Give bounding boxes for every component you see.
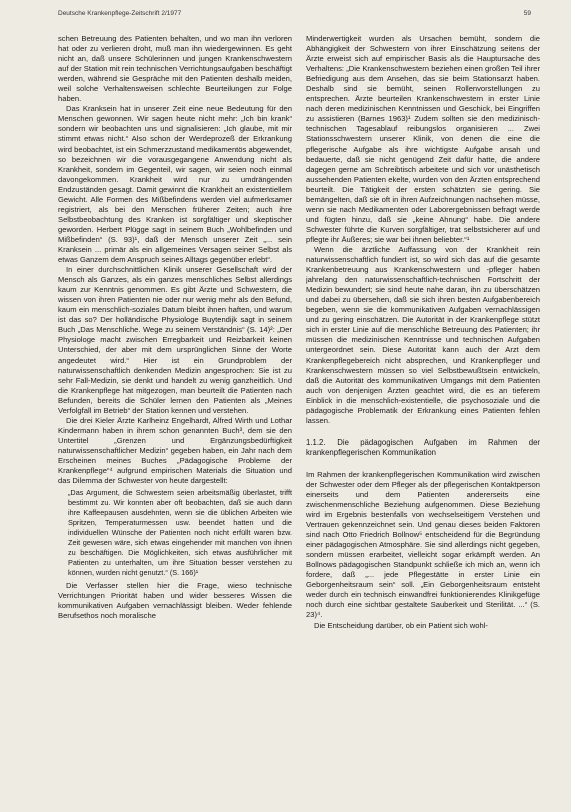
paragraph: schen Betreuung des Patienten behalten, und wo man ihn verloren hat oder zu verlieren droht, muß man ihn wiedergewinnen. Es geht nicht an, daß unsere Schülerinnen und jungen Krankenschwestern auf der Station mit rein technischen Verrichtungsaufgaben beschäftigt werden, während sie Gespräche mit den Patienten deshalb meiden, weil solche Verhaltensweisen schlechte Beurteilungen zur Folge haben. [58, 34, 292, 104]
paragraph: Minderwertigkeit wurden als Ursachen bemüht, sondern die Abhängigkeit der Schwestern von ihrer Einschätzung seitens der Ärzte erweist sich auf empirischer Basis als die Hauptursache des Verhaltens: „Die Krankenschwestern beziehen einen großen Teil ihrer Befriedigung aus dem Ansehen, das sie beim Stationsarzt haben. Deshalb sind sie bemüht, seinen Rollenvorstellungen zu entsprechen. Ärzte beurteilen Krankenschwestern in erster Linie nach deren medizinischen Kenntnissen und Geschick, bei Eingriffen zu assistieren (Barnes 1963)¹ Zudem sollten sie den medizinisch-technischen Tagesablauf reibungslos organisieren ... Zwei Stationsschwestern unserer Klinik, von denen die eine die pflegerische Aufgabe als ihre wichtigste Aufgabe ansah und bedauerte, daß sie nicht genügend Zeit dafür hatte, die andere dagegen gerne am Schreibtisch arbeitete und sich vor unästhetisch aussehenden Patienten ekelte, wurden von den Ärzten entsprechend beurteilt. Die Tätigkeit der ersten schätzten sie gering. Sie bemängelten, daß sie oft in ihren Aufzeichnungen nachsehen müsse, wenn sie nach Medikamenten oder Laborergebnissen befragt werde und fügten hinzu, daß sie „keine Ahnung“ habe. Die andere Schwester führte die Kurven sorgfältiger, trat selbstsicherer auf und pflegte ihr Äußeres; sie war bei ihnen beliebter.“¹ [306, 34, 540, 244]
paragraph: Die drei Kieler Ärzte Karlheinz Engelhardt, Alfred Wirth und Lothar Kindermann haben in ihrem schon genannten Buch³, dem sie den Untertitel „Grenzen und Ergänzungsbedürftigkeit naturwissenschaftlicher Medizin“ gegeben haben, ein Jahr nach dem Erscheinen meines Buches „Pädagogische Probleme der Krankenpflege“⁴ aufgrund empirischen Materials die Situation und das Dilemma der Schwester von heute dargestellt: [58, 415, 292, 486]
journal-title: Deutsche Krankenpflege-Zeitschrift 2/1977 [58, 10, 182, 17]
page-number: 59 [523, 10, 531, 17]
section-heading [306, 438, 540, 458]
running-header [58, 10, 531, 24]
paragraph: Die Verfasser stellen hier die Frage, wieso technische Verrichtungen Priorität haben und wider besseres Wissen die kommunikativen Aufgaben vernachlässigt bleiben. Weder fehlende Berufsethos noch moralische [58, 580, 292, 620]
left-text-column [58, 34, 292, 806]
paragraph: Das Kranksein hat in unserer Zeit eine neue Bedeutung für den Menschen gewonnen. Wir sagen heute nicht mehr: „Ich bin krank“ sondern wir beobachten uns und signalisieren: „Ich glaube, mit mir stimmt etwas nicht.“ Also schon der Werdeprozeß der Erkrankung wird beobachtet, ist ein Schmerzzustand medikamentös abgewendet, so bezeichnen wir die vorausgegangene Anwendung nicht als Krankheit, sondern im Gegenteil, wir sagen, wir seien noch einmal davongekommen. Krankheit wird nur zu umdrängenden Endzuständen gesagt. Damit gewinnt die Krankheit an existentiellem Gewicht. Alle Formen des Mißbefindens werden viel aufmerksamer registriert, als bei den Menschen früherer Zeiten; auch ihre Selbstbeobachtung des Kranken ist sorgfältiger und skeptischer geworden. Herbert Plügge sagt in seinem Buch „Wohlbefinden und Mißbefinden“ (S. 93)¹, daß der Mensch unserer Zeit „... sein Kranksein ... primär als ein allgemeines Versagen seiner Selbst als etwas Ganzem dem Anspruch seines Alltags gegenüber erlebt“. [58, 104, 292, 265]
paragraph: Wenn die ärztliche Auffassung von der Krankheit rein naturwissenschaftlich fundiert ist, so wird sich das auf die gesamte Krankenbetreuung aus Krankenschwestern und -pfleger haben jahrelang den naturwissenschaftlich-technischen Fortschritt der Medizin bewundert; sie sind heute nahe daran, ihn zu überschätzen und dabei zu übersehen, daß sie sich ihren besten Aufgabenbereich begeben, wenn sie die kommunikativen Aufgaben vernachlässigen und zu gering einschätzen. Die Autorität in der Krankenpflege stützt sich in erster Linie auf die menschliche Betreuung des Patienten; ihr müssen die medizinischen Kenntnisse und technischen Aufgaben untergeordnet sein. Diese Autorität kann auch der Arzt dem Krankenpflegebereich nicht absprechen, und Krankenpfleger und Krankenschwestern müssen so viel Selbstbewußtsein entwickeln, daß die Autorität des kommunikativen Umgangs mit dem Patienten auch von denjenigen Ärzten geachtet wird, die es an tieferem Einblick in die menschlich-existentielle, die psychosoziale und die pädagogische Problematik der Erkrankung eines Patienten fehlen lassen. [306, 244, 540, 425]
block-quote: „Das Argument, die Schwestern seien arbeitsmäßig überlastet, trifft bestimmt zu. Wir konnten aber oft beobachten, daß sie auch dann ihre Kaffeepausen ausdehnten, wenn sie die üblichen Arbeiten wie Spritzen, Temperaturmessen usw. beendet hatten und die individuellen Wünsche der Patienten noch nicht erfüllt waren bzw. Zeit gewesen wäre, sich etwas eingehender mit manchen von ihnen zu beschäftigen. Die Möglichkeiten, sich etwas ausführlicher mit Patienten zu unterhalten, um ihre Situation besser verstehen zu können, wurden nicht genutzt.“ (S. 166)¹ [68, 488, 292, 578]
paragraph: In einer durchschnittlichen Klinik unserer Gesellschaft wird der Mensch als Ganzes, als ein ganzes menschliches Selbst allerdings kaum zur Kenntnis genommen. Es gibt Ärzte und Schwestern, die wissen von ihren Patienten nie oder nur wenig mehr als den Befund, kaum ein menschlich-soziales Datum bleibt ihnen haften, und warum ist das so? Der holländische Physiologe Buytendijk sagt in seinem Buch „Das Menschliche. Wege zu seinem Verständnis“ (S. 14)²: „Der Physiologe macht zwischen Erregbarkeit und Reizbarkeit keinen Unterschied, der aber mit dem ursprünglichen Sinne der Worte angedeutet wird.“ Hier ist ein Grundproblem der naturwissenschaftlich denkenden Medizin angesprochen: Sie ist zu sehr Fall-Medizin, sie denkt und handelt zu wenig ganzheitlich. Und die Krankenpflege hat mitgezogen, man beurteilt die Patienten nach Befunden, bereits die Schüler lernen den Patienten als „Meines Verfolgfall im Betrieb“ der Station kennen und verstehen. [58, 265, 292, 415]
right-text-column [306, 34, 540, 806]
paragraph: Im Rahmen der krankenpflegerischen Kommunikation wird zwischen der Schwester oder dem Pfleger als der pflegerischen Kontaktperson einerseits und dem Patienten andererseits eine zwischenmenschliche Beziehung aufgenommen. Diese Beziehung wird im Ergebnis bestenfalls von wechselseitigem Verstehen und Vertrauen gekennzeichnet sein. Und genau dieses beiden Faktoren sind nach Otto Friedrich Bollnow⁵ entscheidend für die Begründung einer pädagogischen Atmosphäre. Sie sind allerdings nicht gegeben, sondern müssen erarbeitet, vielleicht sogar erkämpft werden. An Bollnows pädagogischen Standpunkt schließe ich mich an, wenn ich fordere, daß „... jede Pflegestätte in erster Linie ein Geborgenheitsraum sein“ soll. „Ein Geborgenheitsraum entsteht weder durch ein technisch einwandfrei funktionierendes Klinikgefüge noch durch eine sichtbar gestaltete Sauberkeit und Sterilität. ...“ (S. 23)⁴. [306, 469, 540, 620]
paragraph: Die Entscheidung darüber, ob ein Patient sich wohl- [314, 620, 488, 630]
section-title: Die pädagogischen Aufgaben im Rahmen der krankenpflegerischen Kommunikation [306, 437, 540, 457]
section-number: 1.1.2. [306, 437, 326, 447]
